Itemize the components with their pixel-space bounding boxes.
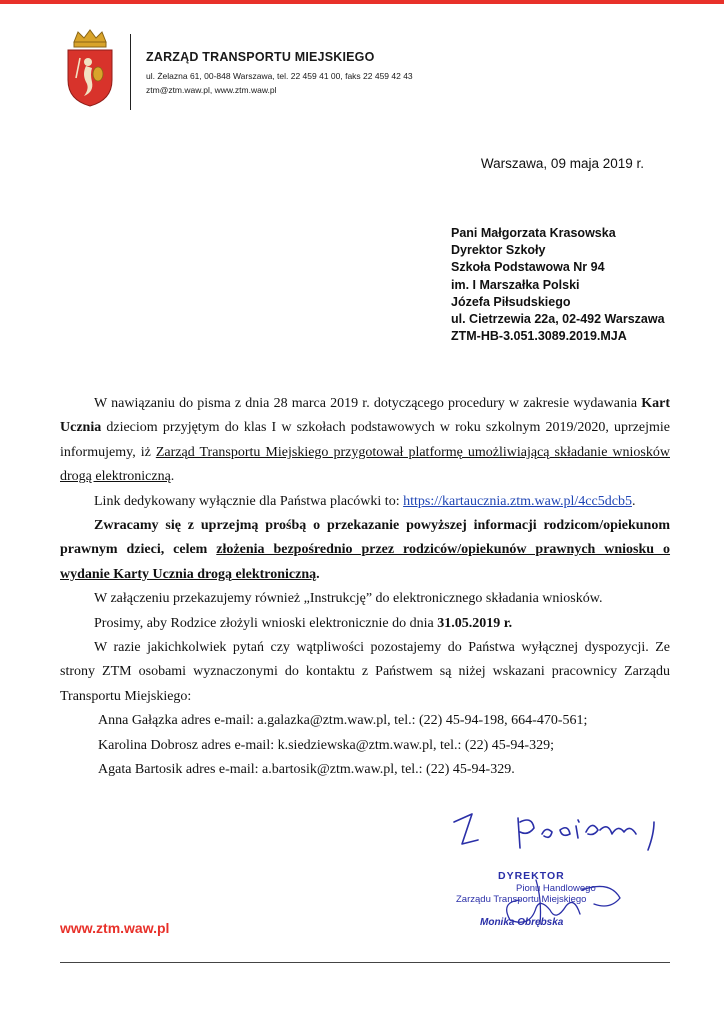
addressee-line: Dyrektor Szkoły <box>451 243 546 258</box>
stamp-organization: Zarządu Transportu Miejskiego <box>456 894 587 905</box>
paragraph-intro: W nawiązaniu do pisma z dnia 28 marca 2019 r. dotyczącego procedury w zakresie wydawania Kart Ucznia dzieciom przyjętym do klas I w szkołach podstawowych w roku szkolnym 2019/2020, uprzejmie informujemy, iż Zarząd Transportu Miejskiego przygotował platformę umożliwiającą składanie wniosków drogą elektroniczną. <box>60 396 670 485</box>
paragraph-link: Link dedykowany wyłącznie dla Państwa placówki to: https://kartaucznia.ztm.waw.pl/4cc5dcb5. <box>94 493 636 509</box>
letter-date: Warszawa, 09 maja 2019 r. <box>480 156 644 171</box>
organization-contact: ztm@ztm.waw.pl, www.ztm.waw.pl <box>146 85 277 95</box>
paragraph-attachment: W załączeniu przekazujemy również „Instrukcję” do elektronicznego składania wniosków. <box>94 591 603 607</box>
addressee-line: Józefa Piłsudskiego <box>451 294 571 309</box>
addressee-line: ul. Cietrzewia 22a, 02-492 Warszawa <box>451 312 665 327</box>
paragraph-deadline: Prosimy, aby Rodzice złożyli wnioski elektronicznie do dnia 31.05.2019 r. <box>94 615 513 631</box>
handwritten-closing-signature <box>448 800 688 860</box>
addressee-line: Szkoła Podstawowa Nr 94 <box>451 260 605 275</box>
warsaw-coat-of-arms-logo <box>64 28 116 108</box>
registration-link[interactable]: https://kartaucznia.ztm.waw.pl/4cc5dcb5 <box>403 493 632 509</box>
stamp-department: Pionu Handlowego <box>516 883 596 894</box>
contact-line: Karolina Dobrosz adres e-mail: k.siedziewska@ztm.waw.pl, tel.: (22) 45-94-329; <box>98 737 554 753</box>
stamp-signature-scribble <box>470 870 640 930</box>
top-accent-bar <box>0 0 724 4</box>
addressee-line: Pani Małgorzata Krasowska <box>451 226 616 240</box>
organization-address: ul. Żelazna 61, 00-848 Warszawa, tel. 22 459 41 00, faks 22 459 42 43 <box>146 71 413 81</box>
letter-body <box>60 392 670 783</box>
paragraph-contacts-intro: W razie jakichkolwiek pytań czy wątpliwości pozostajemy do Państwa wyłącznej dyspozycji. Ze strony ZTM osobami wyznaczonymi do kontaktu z Państwem są niżej wskazani pracownicy Zarządu Transportu Miejskiego: <box>60 640 670 704</box>
letterhead-divider <box>130 34 131 110</box>
stamp-name: Monika Obrębska <box>480 917 564 928</box>
addressee-line: im. I Marszałka Polski <box>451 277 580 292</box>
reference-number: ZTM-HB-3.051.3089.2019.MJA <box>451 329 627 344</box>
addressee-block <box>451 225 665 345</box>
footer-divider <box>60 962 670 963</box>
footer-website: www.ztm.waw.pl <box>60 920 170 936</box>
organization-name: ZARZĄD TRANSPORTU MIEJSKIEGO <box>146 50 375 64</box>
stamp-title: DYREKTOR <box>498 870 565 882</box>
contact-line: Agata Bartosik adres e-mail: a.bartosik@ztm.waw.pl, tel.: (22) 45-94-329. <box>98 762 515 778</box>
contact-line: Anna Gałązka adres e-mail: a.galazka@ztm.waw.pl, tel.: (22) 45-94-198, 664-470-561; <box>98 713 588 729</box>
paragraph-request: Zwracamy się z uprzejmą prośbą o przekazanie powyższej informacji rodzicom/opiekunom prawnym dzieci, celem złożenia bezpośrednio przez rodziców/opiekunów prawnych wniosku o wydanie Karty Ucznia drogą elektroniczną. <box>60 518 671 582</box>
